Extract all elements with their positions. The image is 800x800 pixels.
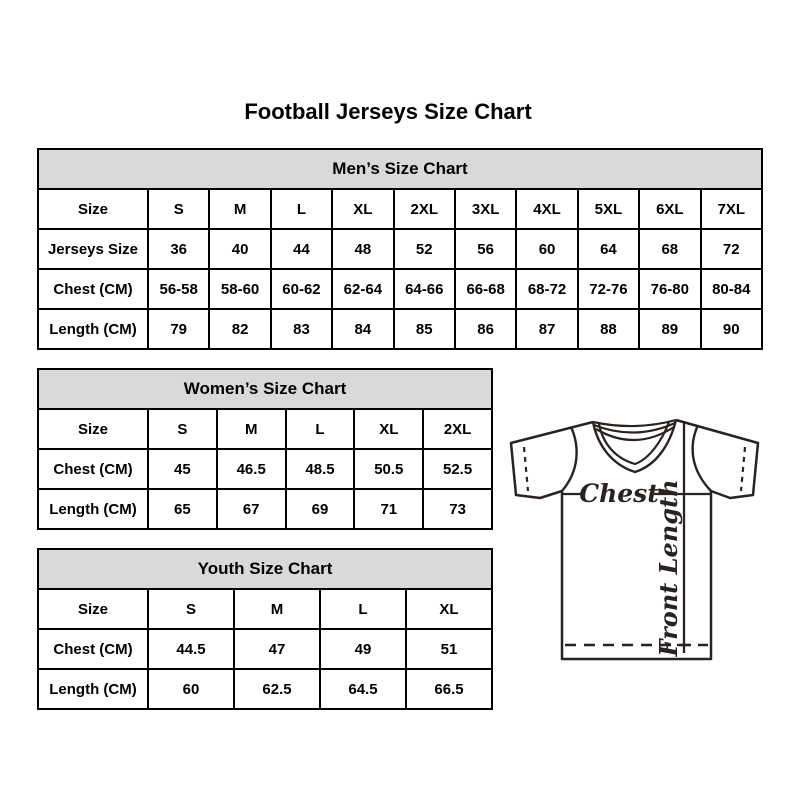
value-cell: 56 bbox=[455, 229, 516, 269]
table-row bbox=[38, 589, 492, 629]
value-cell: 60-62 bbox=[271, 269, 332, 309]
jersey-collar bbox=[593, 420, 676, 472]
table-row bbox=[38, 669, 492, 709]
row-label-cell: Chest (CM) bbox=[38, 629, 148, 669]
value-cell: 79 bbox=[148, 309, 209, 349]
value-cell: 72-76 bbox=[578, 269, 639, 309]
sleeve-cuff-dashed-line-left bbox=[524, 447, 528, 491]
row-label-cell: Chest (CM) bbox=[38, 269, 148, 309]
value-cell: 90 bbox=[701, 309, 762, 349]
value-cell: M bbox=[234, 589, 320, 629]
sleeve-cuff-dashed-line-right bbox=[741, 447, 745, 491]
value-cell: 71 bbox=[354, 489, 423, 529]
value-cell: M bbox=[217, 409, 286, 449]
row-label-cell: Length (CM) bbox=[38, 489, 148, 529]
value-cell: 60 bbox=[516, 229, 577, 269]
value-cell: 5XL bbox=[578, 189, 639, 229]
value-cell: 48.5 bbox=[286, 449, 355, 489]
value-cell: 46.5 bbox=[217, 449, 286, 489]
row-label-cell: Size bbox=[38, 189, 148, 229]
value-cell: 3XL bbox=[455, 189, 516, 229]
table-row bbox=[38, 269, 762, 309]
value-cell: 6XL bbox=[639, 189, 700, 229]
value-cell: 40 bbox=[209, 229, 270, 269]
value-cell: 62-64 bbox=[332, 269, 393, 309]
value-cell: 52 bbox=[394, 229, 455, 269]
row-label-cell: Size bbox=[38, 589, 148, 629]
value-cell: 36 bbox=[148, 229, 209, 269]
youth-size-table bbox=[37, 548, 493, 708]
value-cell: 2XL bbox=[423, 409, 492, 449]
row-label-cell: Length (CM) bbox=[38, 309, 148, 349]
value-cell: 89 bbox=[639, 309, 700, 349]
value-cell: 62.5 bbox=[234, 669, 320, 709]
table-title: Youth Size Chart bbox=[38, 549, 492, 589]
value-cell: 51 bbox=[406, 629, 492, 669]
value-cell: 2XL bbox=[394, 189, 455, 229]
value-cell: S bbox=[148, 189, 209, 229]
armhole-seam-left bbox=[562, 427, 577, 491]
value-cell: 47 bbox=[234, 629, 320, 669]
table-row bbox=[38, 309, 762, 349]
armhole-seam-right bbox=[693, 425, 711, 491]
value-cell: 68 bbox=[639, 229, 700, 269]
table-title: Women’s Size Chart bbox=[38, 369, 492, 409]
value-cell: XL bbox=[332, 189, 393, 229]
value-cell: 80-84 bbox=[701, 269, 762, 309]
value-cell: 7XL bbox=[701, 189, 762, 229]
front-length-label: Front Length bbox=[654, 479, 683, 657]
value-cell: 49 bbox=[320, 629, 406, 669]
table-title-row bbox=[38, 549, 492, 589]
value-cell: L bbox=[271, 189, 332, 229]
value-cell: 88 bbox=[578, 309, 639, 349]
jersey-outline bbox=[511, 420, 758, 659]
value-cell: 82 bbox=[209, 309, 270, 349]
table-row bbox=[38, 189, 762, 229]
table-row bbox=[38, 229, 762, 269]
value-cell: XL bbox=[354, 409, 423, 449]
value-cell: 87 bbox=[516, 309, 577, 349]
value-cell: 64 bbox=[578, 229, 639, 269]
table-row bbox=[38, 449, 492, 489]
jersey-measurement-diagram bbox=[498, 403, 770, 675]
row-label-cell: Size bbox=[38, 409, 148, 449]
value-cell: 44 bbox=[271, 229, 332, 269]
mens-size-table bbox=[37, 148, 763, 348]
row-label-cell: Length (CM) bbox=[38, 669, 148, 709]
value-cell: M bbox=[209, 189, 270, 229]
value-cell: S bbox=[148, 409, 217, 449]
value-cell: 58-60 bbox=[209, 269, 270, 309]
value-cell: 45 bbox=[148, 449, 217, 489]
value-cell: 86 bbox=[455, 309, 516, 349]
chest-label: Chest bbox=[579, 479, 659, 508]
value-cell: 68-72 bbox=[516, 269, 577, 309]
table-title-row bbox=[38, 149, 762, 189]
row-label-cell: Chest (CM) bbox=[38, 449, 148, 489]
value-cell: 72 bbox=[701, 229, 762, 269]
table-title: Men’s Size Chart bbox=[38, 149, 762, 189]
value-cell: 4XL bbox=[516, 189, 577, 229]
value-cell: L bbox=[286, 409, 355, 449]
value-cell: 60 bbox=[148, 669, 234, 709]
value-cell: 85 bbox=[394, 309, 455, 349]
table-row bbox=[38, 629, 492, 669]
value-cell: 50.5 bbox=[354, 449, 423, 489]
page-title: Football Jerseys Size Chart bbox=[244, 99, 532, 124]
value-cell: 66.5 bbox=[406, 669, 492, 709]
size-table bbox=[37, 368, 493, 530]
value-cell: 65 bbox=[148, 489, 217, 529]
size-table bbox=[37, 148, 763, 350]
value-cell: 52.5 bbox=[423, 449, 492, 489]
value-cell: S bbox=[148, 589, 234, 629]
womens-size-table bbox=[37, 368, 493, 528]
collar-back-arc bbox=[593, 420, 676, 426]
value-cell: 67 bbox=[217, 489, 286, 529]
value-cell: 84 bbox=[332, 309, 393, 349]
value-cell: 69 bbox=[286, 489, 355, 529]
value-cell: 56-58 bbox=[148, 269, 209, 309]
value-cell: 66-68 bbox=[455, 269, 516, 309]
value-cell: 76-80 bbox=[639, 269, 700, 309]
value-cell: 73 bbox=[423, 489, 492, 529]
value-cell: 64.5 bbox=[320, 669, 406, 709]
value-cell: 44.5 bbox=[148, 629, 234, 669]
value-cell: 83 bbox=[271, 309, 332, 349]
table-title-row bbox=[38, 369, 492, 409]
table-row bbox=[38, 489, 492, 529]
table-row bbox=[38, 409, 492, 449]
size-table bbox=[37, 548, 493, 710]
value-cell: 48 bbox=[332, 229, 393, 269]
row-label-cell: Jerseys Size bbox=[38, 229, 148, 269]
jersey-diagram-svg bbox=[498, 403, 770, 675]
value-cell: L bbox=[320, 589, 406, 629]
value-cell: XL bbox=[406, 589, 492, 629]
value-cell: 64-66 bbox=[394, 269, 455, 309]
